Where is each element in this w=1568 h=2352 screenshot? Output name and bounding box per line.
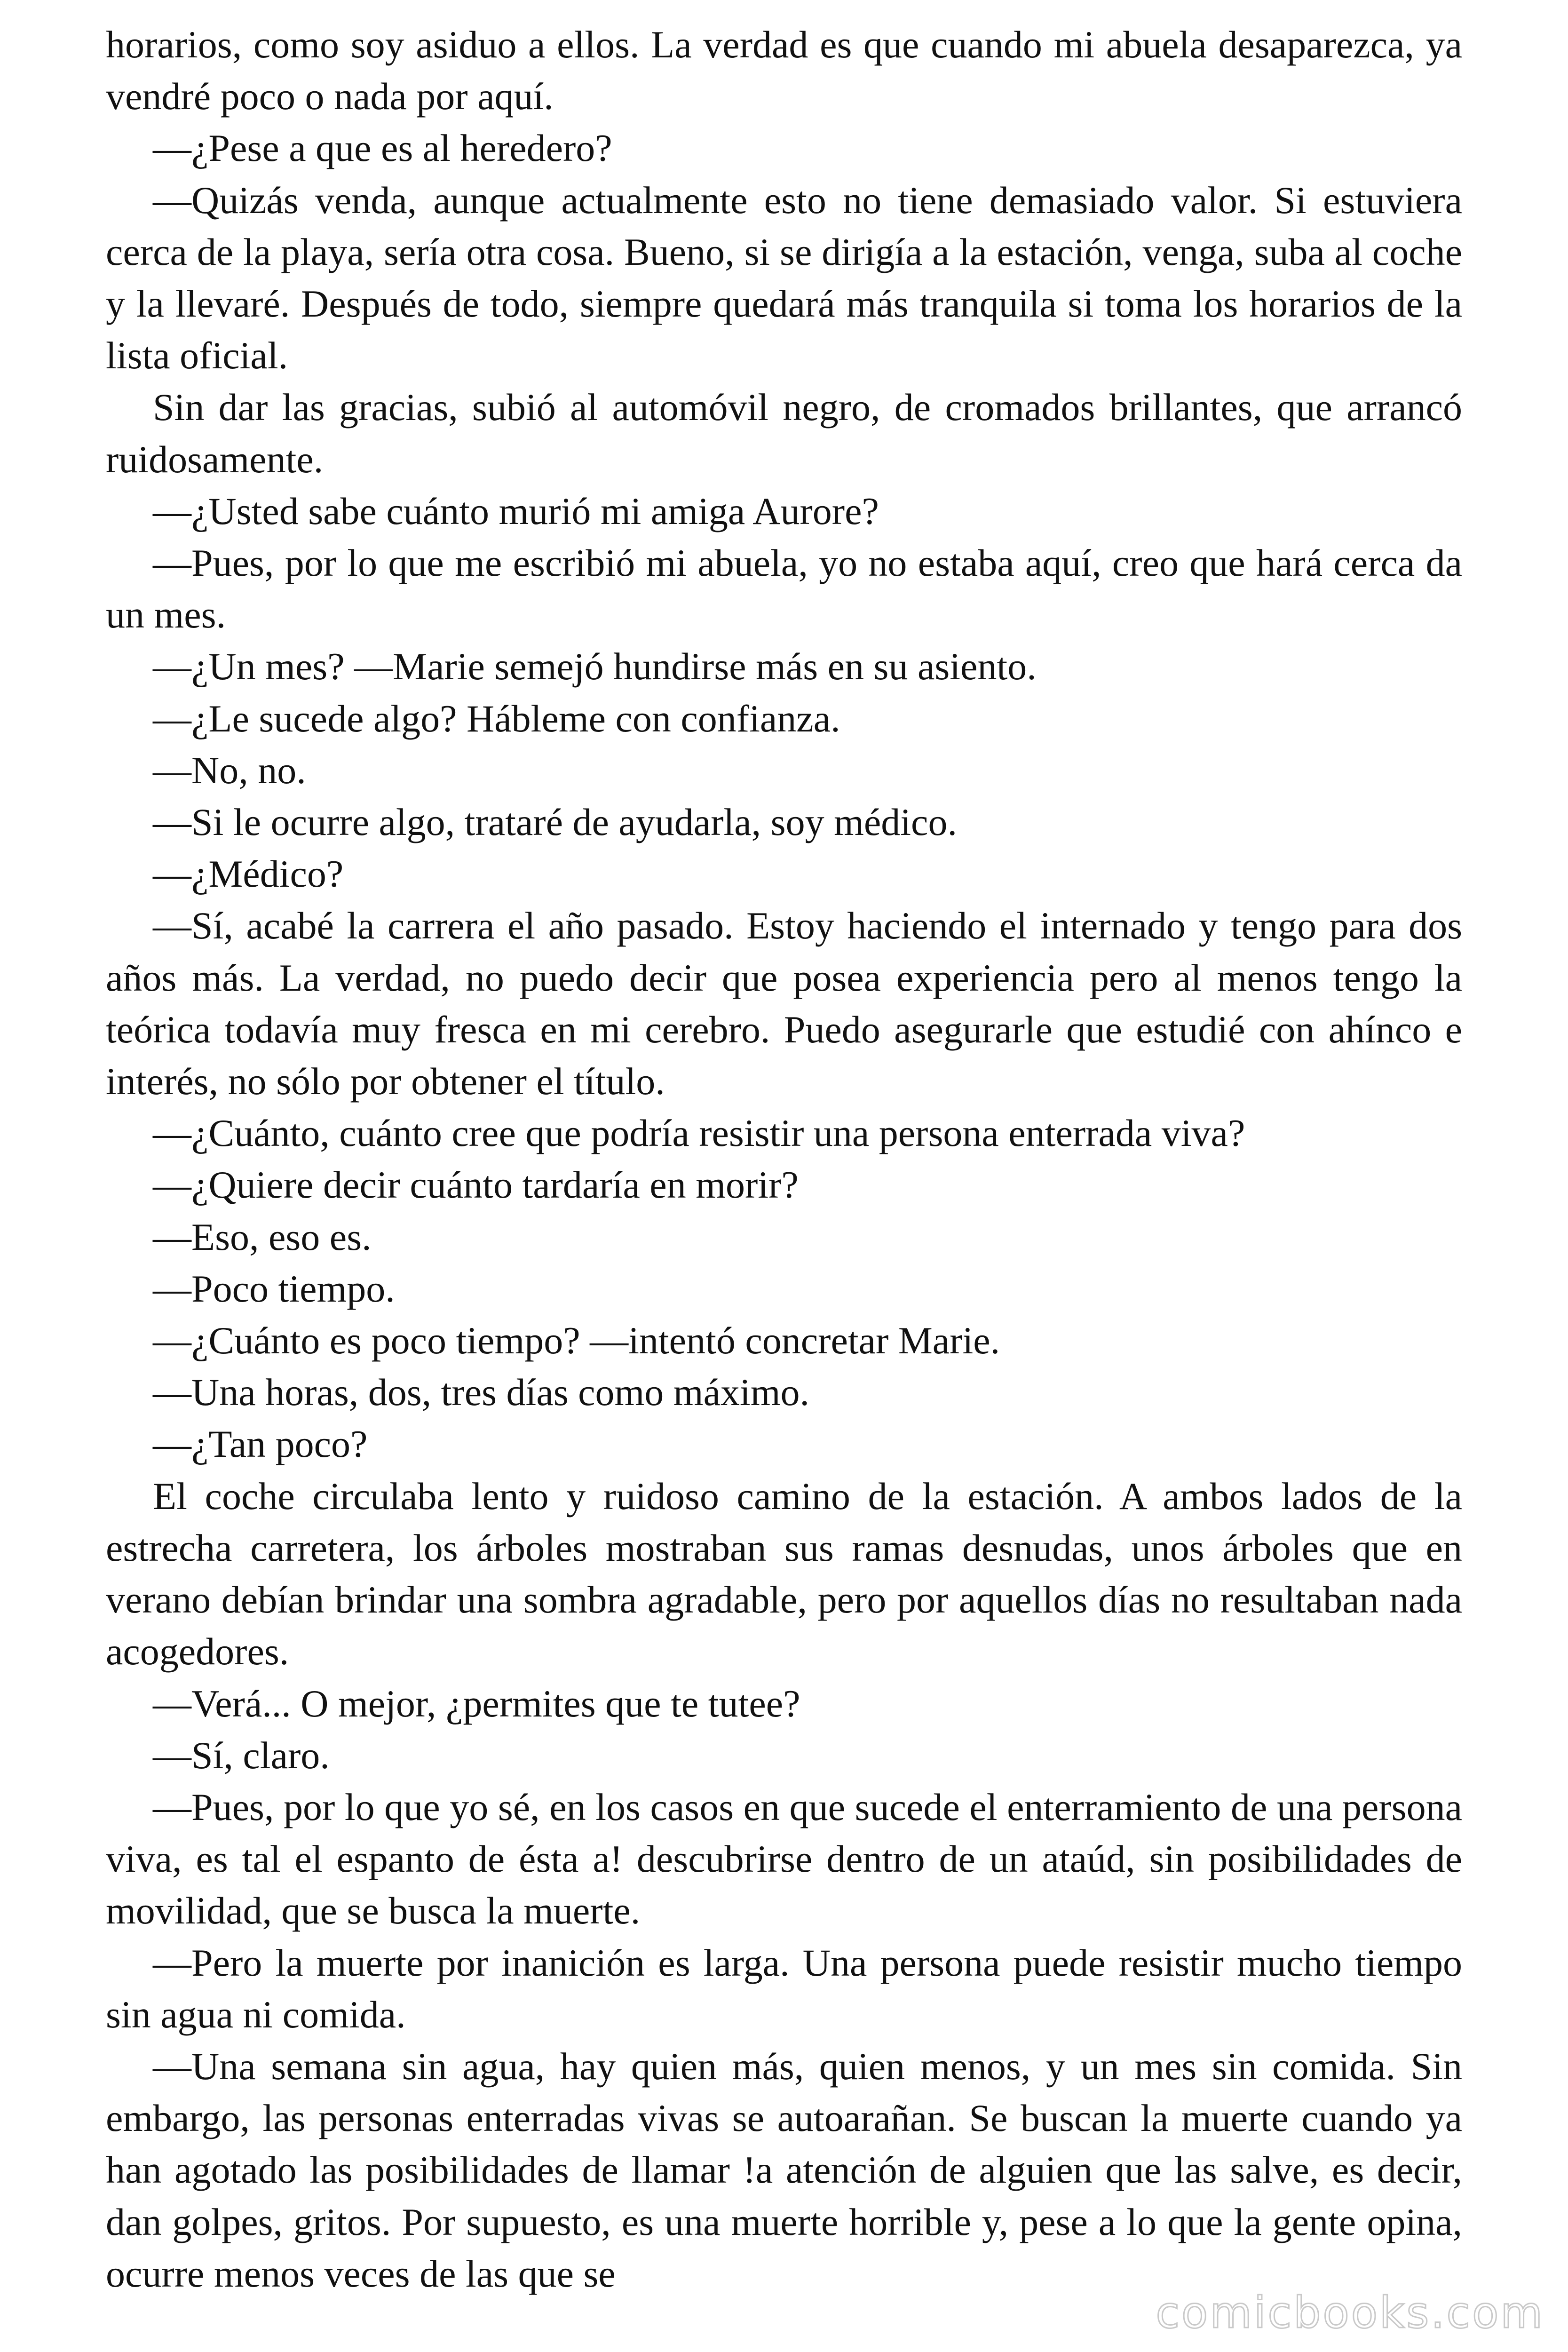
- paragraph: —¿Pese a que es al heredero?: [153, 127, 612, 170]
- paragraph: —Una semana sin agua, hay quien más, quien menos, y un mes sin comida. Sin embargo, las personas enterradas vivas se autoarañan. Se buscan la muerte cuando ya han agotado las posibilidades de llamar !a atención de alguien que las salve, es decir, dan golpes, gritos. Por supuesto, es una muerte horrible y, pese a lo que la gente opina, ocurre menos veces de las que se: [106, 2044, 1462, 2295]
- paragraph: —Sí, claro.: [153, 1733, 330, 1777]
- paragraph: —Quizás venda, aunque actualmente esto no tiene demasiado valor. Si estuviera cerca de la playa, sería otra cosa. Bueno, si se dirigía a la estación, venga, suba al coche y la llevaré. Después de todo, siempre quedará más tranquila si toma los horarios de la lista oficial.: [106, 178, 1462, 377]
- paragraph: horarios, como soy asiduo a ellos. La verdad es que cuando mi abuela desaparezca, ya vendré poco o nada por aquí.: [106, 23, 1462, 118]
- paragraph: —Poco tiempo.: [153, 1267, 395, 1310]
- paragraph: —¿Le sucede algo? Hábleme con confianza.: [153, 697, 840, 740]
- paragraph: —¿Cuánto es poco tiempo? —intentó concretar Marie.: [153, 1319, 1000, 1362]
- book-page-text: [106, 19, 1462, 2300]
- paragraph: —¿Un mes? —Marie semejó hundirse más en su asiento.: [153, 645, 1037, 688]
- paragraph: —Eso, eso es.: [153, 1215, 372, 1258]
- paragraph: El coche circulaba lento y ruidoso camino de la estación. A ambos lados de la estrecha carretera, los árboles mostraban sus ramas desnudas, unos árboles que en verano debían brindar una sombra agradable, pero por aquellos días no resultaban nada acogedores.: [106, 1474, 1462, 1673]
- paragraph: —¿Médico?: [153, 852, 344, 896]
- paragraph: —Si le ocurre algo, trataré de ayudarla, soy médico.: [153, 801, 957, 844]
- paragraph: —Una horas, dos, tres días como máximo.: [153, 1371, 810, 1414]
- paragraph: —No, no.: [153, 748, 306, 792]
- paragraph: —¿Usted sabe cuánto murió mi amiga Aurore?: [153, 489, 879, 532]
- paragraph: —Pues, por lo que yo sé, en los casos en que sucede el enterramiento de una persona viva, es tal el espanto de ésta a! descubrirse dentro de un ataúd, sin posibilidades de movilidad, que se busca la muerte.: [106, 1785, 1462, 1932]
- paragraph: —Sí, acabé la carrera el año pasado. Estoy haciendo el internado y tengo para dos años más. La verdad, no puedo decir que posea experiencia pero al menos tengo la teórica todavía muy fresca en mi cerebro. Puedo asegurarle que estudié con ahínco e interés, no sólo por obtener el título.: [106, 904, 1462, 1103]
- paragraph: —Pues, por lo que me escribió mi abuela, yo no estaba aquí, creo que hará cerca da un mes.: [106, 541, 1462, 636]
- paragraph: —Verá... O mejor, ¿permites que te tutee?: [153, 1682, 800, 1725]
- paragraph: —¿Tan poco?: [153, 1422, 368, 1466]
- paragraph: —¿Cuánto, cuánto cree que podría resistir una persona enterrada viva?: [153, 1112, 1245, 1155]
- paragraph: Sin dar las gracias, subió al automóvil negro, de cromados brillantes, que arrancó ruidosamente.: [106, 386, 1462, 481]
- paragraph: —Pero la muerte por inanición es larga. Una persona puede resistir mucho tiempo sin agua ni comida.: [106, 1941, 1462, 2036]
- watermark-logo: comicbooks.com: [1156, 2288, 1544, 2338]
- paragraph: —¿Quiere decir cuánto tardaría en morir?: [153, 1163, 799, 1207]
